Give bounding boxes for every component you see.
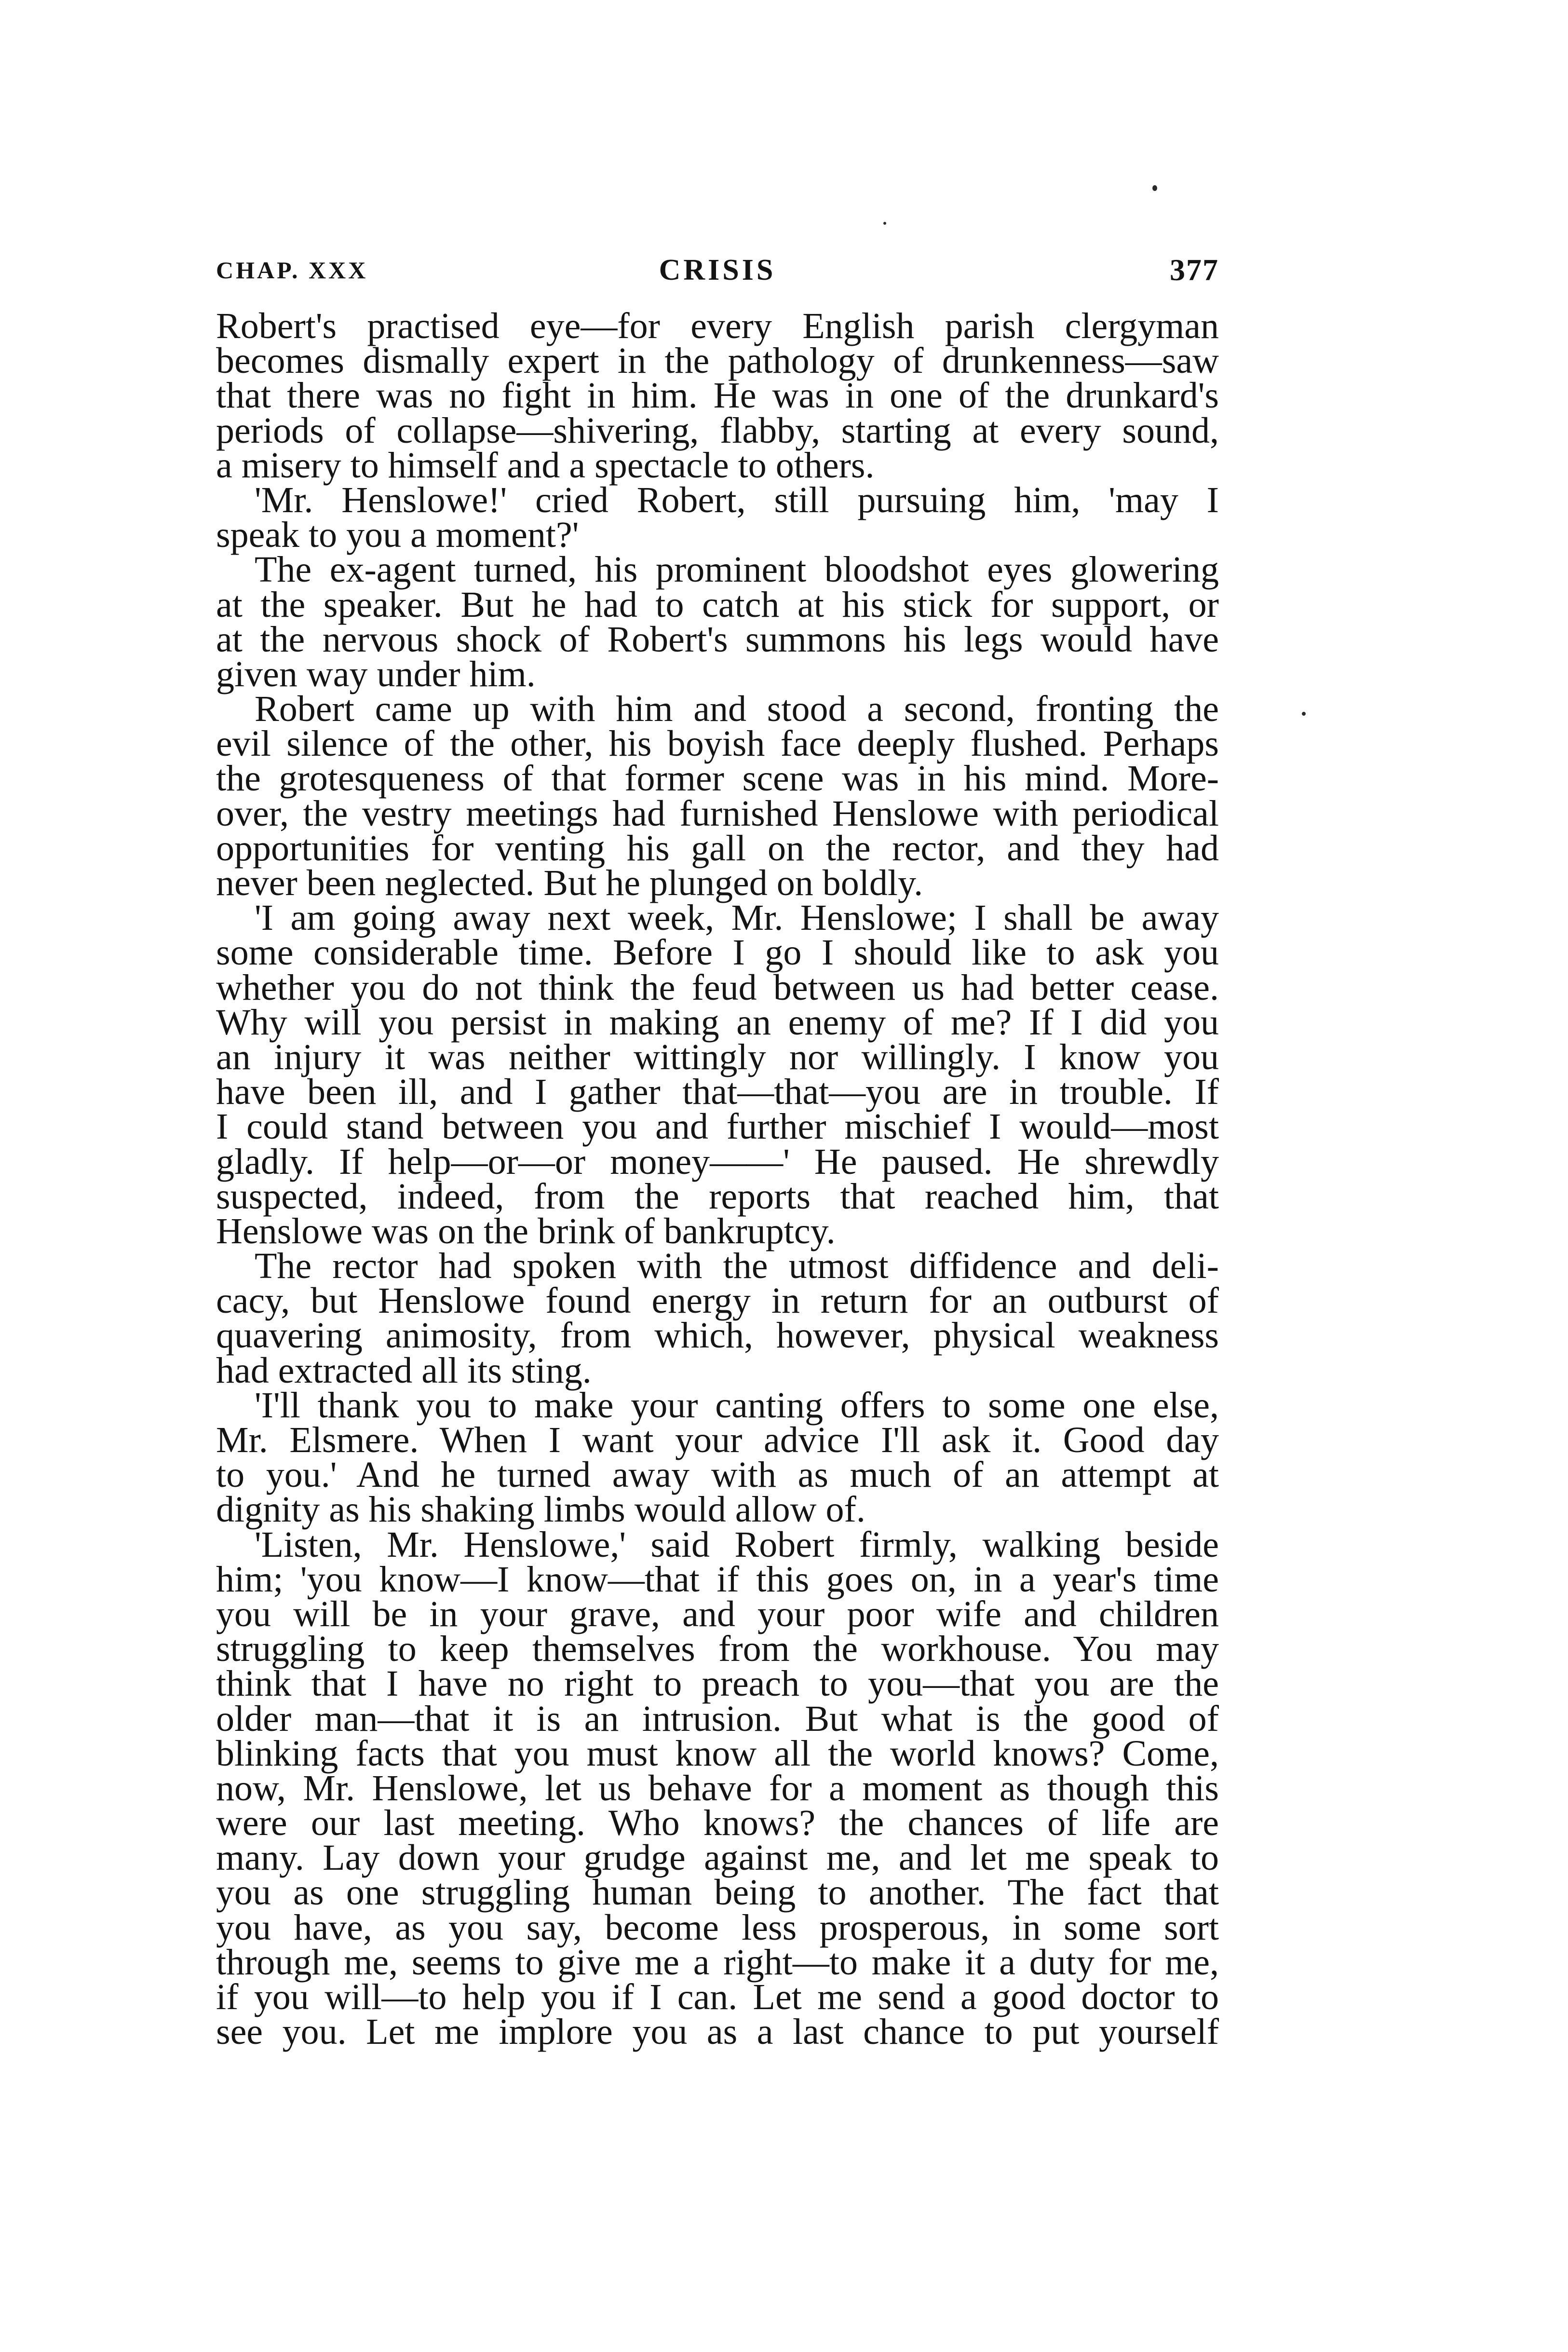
text-line: an injury it was neither wittingly nor willingly. I know you	[216, 1036, 1219, 1077]
text-line: 'Mr. Henslowe!' cried Robert, still pursuing him, 'may I	[255, 479, 1219, 520]
text-line: periods of collapse—shivering, flabby, starting at every sound,	[216, 410, 1219, 451]
text-line: given way under him.	[216, 653, 536, 694]
text-line: were our last meeting. Who knows? the chances of life are	[216, 1803, 1219, 1844]
text-line: you have, as you say, become less prosperous, in some sort	[216, 1907, 1219, 1948]
text-line: had extracted all its sting.	[216, 1350, 592, 1391]
ink-speck-mark	[1152, 185, 1157, 191]
text-line: whether you do not think the feud between us had better cease.	[216, 967, 1219, 1008]
text-line: 'I'll thank you to make your canting offers to some one else,	[255, 1385, 1219, 1426]
text-line: the grotesqueness of that former scene was in his mind. More-	[216, 758, 1219, 799]
page-number: 377	[1170, 253, 1219, 287]
paragraph-7	[216, 1385, 1219, 1530]
text-line: Robert came up with him and stood a second, fronting the	[255, 689, 1219, 730]
text-line: think that I have no right to preach to you—that you are the	[216, 1663, 1219, 1704]
body-text	[216, 306, 1219, 2053]
running-head	[216, 251, 1219, 289]
text-line: I could stand between you and further mischief I would—most	[216, 1106, 1219, 1147]
text-line: if you will—to help you if I can. Let me send a good doctor to	[216, 1977, 1219, 2017]
text-line: Robert's practised eye—for every English parish clergyman	[216, 306, 1219, 346]
text-line: blinking facts that you must know all the world knows? Come,	[216, 1733, 1219, 1774]
text-line: gladly. If help—or—or money——' He paused. He shrewdly	[216, 1141, 1219, 1182]
text-line: cacy, but Henslowe found energy in return for an outburst of	[216, 1280, 1219, 1321]
text-line: Mr. Elsmere. When I want your advice I'll ask it. Good day	[216, 1420, 1219, 1460]
paragraph-5	[216, 897, 1219, 1251]
paragraph-1	[216, 306, 1219, 486]
text-line: 'I am going away next week, Mr. Henslowe; I shall be away	[255, 897, 1219, 938]
text-line: suspected, indeed, from the reports that reached him, that	[216, 1176, 1219, 1217]
text-line: to you.' And he turned away with as much of an attempt at	[216, 1455, 1219, 1495]
text-line: through me, seems to give me a right—to make it a duty for me,	[216, 1942, 1219, 1983]
chapter-title: CRISIS	[659, 254, 776, 286]
text-line: many. Lay down your grudge against me, and let me speak to	[216, 1837, 1219, 1878]
text-line: Why will you persist in making an enemy of me? If I did you	[216, 1002, 1219, 1043]
text-line: some considerable time. Before I go I should like to ask you	[216, 932, 1219, 973]
text-line: The ex-agent turned, his prominent bloodshot eyes glowering	[255, 549, 1219, 590]
text-line: you will be in your grave, and your poor wife and children	[216, 1593, 1219, 1634]
paragraph-8	[216, 1524, 1219, 2053]
text-line: 'Listen, Mr. Henslowe,' said Robert firmly, walking beside	[255, 1524, 1219, 1565]
text-line: evil silence of the other, his boyish face deeply flushed. Perhaps	[216, 723, 1219, 764]
paragraph-2	[216, 479, 1219, 556]
text-line: older man—that it is an intrusion. But what is the good of	[216, 1698, 1219, 1739]
text-line: a misery to himself and a spectacle to others.	[216, 445, 875, 486]
text-line: struggling to keep themselves from the workhouse. You may	[216, 1629, 1219, 1670]
text-line: now, Mr. Henslowe, let us behave for a moment as though this	[216, 1767, 1219, 1808]
text-line: at the speaker. But he had to catch at his stick for support, or	[216, 584, 1219, 625]
text-line: quavering animosity, from which, however, physical weakness	[216, 1315, 1219, 1356]
text-line: becomes dismally expert in the pathology of drunkenness—saw	[216, 340, 1219, 381]
chapter-label: CHAP. XXX	[216, 257, 368, 284]
text-line: The rector had spoken with the utmost diffidence and deli-	[255, 1246, 1219, 1287]
text-line: opportunities for venting his gall on the rector, and they had	[216, 828, 1219, 869]
ink-speck-mark	[1302, 712, 1306, 716]
text-line: that there was no fight in him. He was in one of the drunkard's	[216, 375, 1219, 416]
text-line: over, the vestry meetings had furnished Henslowe with periodical	[216, 793, 1219, 834]
paragraph-4	[216, 689, 1219, 903]
paragraph-6	[216, 1246, 1219, 1391]
text-line: never been neglected. But he plunged on boldly.	[216, 863, 923, 903]
text-line: at the nervous shock of Robert's summons his legs would have	[216, 619, 1219, 660]
ink-speck-mark	[883, 222, 886, 225]
paragraph-3	[216, 549, 1219, 694]
text-line: have been ill, and I gather that—that—you are in trouble. If	[216, 1072, 1219, 1113]
text-line: speak to you a moment?'	[216, 515, 579, 556]
text-line: see you. Let me implore you as a last chance to put yourself	[216, 2012, 1219, 2053]
text-line: him; 'you know—I know—that if this goes on, in a year's time	[216, 1559, 1219, 1600]
text-line: you as one struggling human being to another. The fact that	[216, 1872, 1219, 1913]
text-line: dignity as his shaking limbs would allow of.	[216, 1489, 865, 1530]
text-line: Henslowe was on the brink of bankruptcy.	[216, 1210, 836, 1251]
